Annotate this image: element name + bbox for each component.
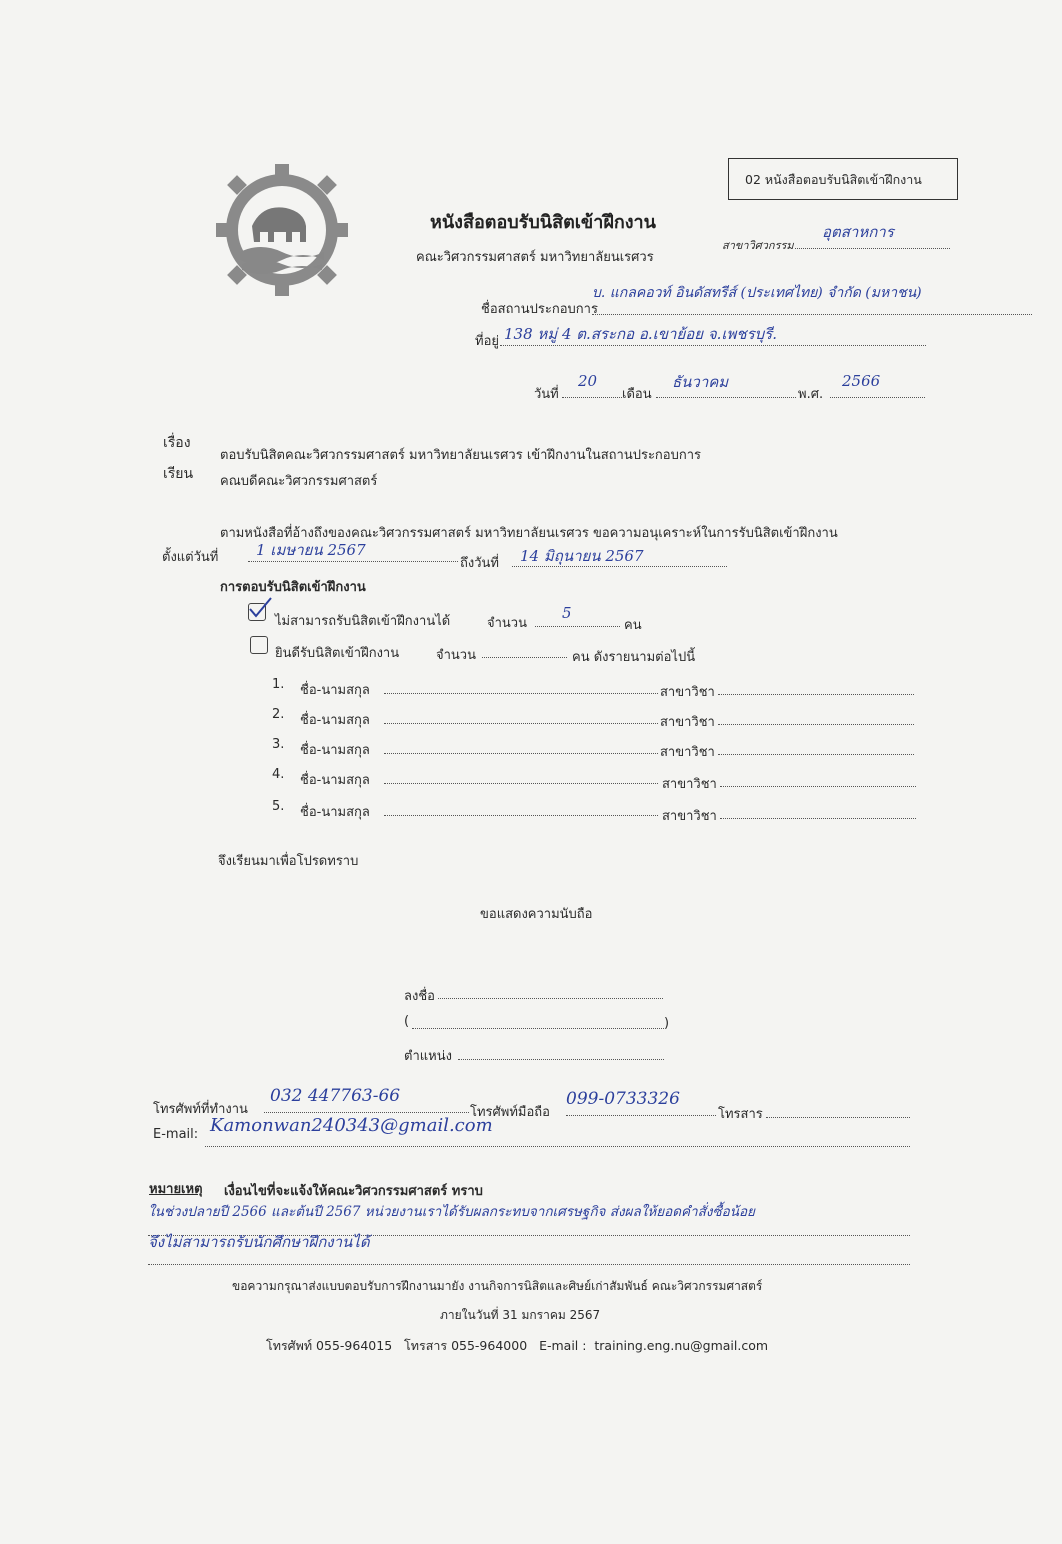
to-date-value: 14 มิถุนายน 2567: [520, 547, 644, 565]
office-phone-label: โทรศัพท์ที่ทำงาน: [153, 1102, 248, 1117]
accept-checkbox[interactable]: [250, 636, 268, 654]
name-row-5-no: 5.: [272, 799, 285, 814]
reject-count-value: 5: [562, 604, 572, 622]
reject-unit: คน: [624, 618, 642, 633]
major-value: อุตสาหการ: [822, 223, 894, 241]
remark-handwritten-2: จึงไม่สามารถรับนักศึกษาฝึกงานได้: [148, 1233, 370, 1251]
name-row-5-major: สาขาวิชา: [662, 809, 717, 824]
signature-paren-close: ): [664, 1016, 670, 1031]
from-date-label: ตั้งแต่วันที่: [162, 550, 219, 565]
fax-label: โทรสาร: [718, 1107, 763, 1122]
name-row-5-label: ชื่อ-นามสกุล: [300, 805, 370, 820]
from-date-value: 1 เมษายน 2567: [256, 541, 366, 559]
footer-contact: โทรศัพท์ 055-964015 โทรสาร 055-964000 E-mail : training.eng.nu@gmail.com: [266, 1338, 769, 1353]
subject-label: เรื่อง: [163, 435, 191, 451]
footer-line1: ขอความกรุณาส่งแบบตอบรับการฝึกงานมายัง งานกิจการนิสิตและศิษย์เก่าสัมพันธ์ คณะวิศวกรรมศาสตร์: [232, 1279, 763, 1293]
name-row-3-major: สาขาวิชา: [660, 745, 715, 760]
name-row-2-no: 2.: [272, 707, 285, 722]
form-code-label: 02 หนังสือตอบรับนิสิตเข้าฝึกงาน: [745, 172, 922, 187]
faculty-logo: [212, 160, 352, 300]
date-day-label: วันที่: [534, 387, 559, 402]
response-heading: การตอบรับนิสิตเข้าฝึกงาน: [220, 580, 366, 595]
faculty-name: คณะวิศวกรรมศาสตร์ มหาวิทยาลัยนเรศวร: [416, 250, 654, 265]
company-name-label: ชื่อสถานประกอบการ: [481, 302, 598, 317]
date-year-value: 2566: [842, 372, 881, 390]
closing-text: จึงเรียนมาเพื่อโปรดทราบ: [218, 854, 359, 869]
address-label: ที่อยู่: [475, 334, 499, 349]
name-row-4-major: สาขาวิชา: [662, 777, 717, 792]
reject-count-label: จำนวน: [487, 616, 527, 631]
name-row-3-no: 3.: [272, 737, 285, 752]
date-month-value: ธันวาคม: [672, 373, 729, 391]
engineering-gear-elephant-logo-icon: [212, 160, 352, 300]
name-row-1-no: 1.: [272, 677, 285, 692]
remark-label: หมายเหตุ: [149, 1182, 203, 1197]
address-value: 138 หมู่ 4 ต.สระกอ อ.เขาย้อย จ.เพชรบุรี.: [504, 325, 777, 343]
name-row-2-label: ชื่อ-นามสกุล: [300, 713, 370, 728]
to-text: คณบดีคณะวิศวกรรมศาสตร์: [220, 474, 378, 489]
checkmark-icon: [247, 596, 273, 624]
mobile-value: 099-0733326: [566, 1089, 680, 1109]
mobile-label: โทรศัพท์มือถือ: [470, 1105, 550, 1120]
remark-text: เงื่อนไขที่จะแจ้งให้คณะวิศวกรรมศาสตร์ ทราบ: [224, 1184, 483, 1199]
to-date-label: ถึงวันที่: [460, 556, 499, 571]
reject-option-label: ไม่สามารถรับนิสิตเข้าฝึกงานได้: [275, 614, 451, 629]
office-phone-value: 032 447763-66: [270, 1086, 401, 1106]
name-row-4-no: 4.: [272, 767, 285, 782]
email-label: E-mail:: [153, 1127, 199, 1142]
footer-line2: ภายในวันที่ 31 มกราคม 2567: [440, 1308, 601, 1322]
regards-text: ขอแสดงความนับถือ: [480, 907, 593, 922]
name-row-3-label: ชื่อ-นามสกุล: [300, 743, 370, 758]
accept-option-label: ยินดีรับนิสิตเข้าฝึกงาน: [275, 646, 400, 661]
date-year-label: พ.ศ.: [798, 387, 824, 402]
name-row-2-major: สาขาวิชา: [660, 715, 715, 730]
position-label: ตำแหน่ง: [404, 1049, 452, 1064]
signature-label: ลงชื่อ: [404, 989, 435, 1004]
subject-text: ตอบรับนิสิตคณะวิศวกรรมศาสตร์ มหาวิทยาลัยนเรศวร เข้าฝึกงานในสถานประกอบการ: [220, 448, 702, 463]
major-label: สาขาวิศวกรรม: [722, 239, 794, 252]
date-month-label: เดือน: [622, 387, 652, 402]
date-day-value: 20: [578, 372, 598, 390]
name-row-1-major: สาขาวิชา: [660, 685, 715, 700]
accept-suffix: คน ดังรายนามต่อไปนี้: [572, 650, 696, 665]
name-row-4-label: ชื่อ-นามสกุล: [300, 773, 370, 788]
accept-count-label: จำนวน: [436, 648, 476, 663]
company-name-value: บ. แกลคอวท์ อินดัสทรีส์ (ประเทศไทย) จำกัด (มหาชน): [592, 285, 922, 301]
remark-handwritten-1: ในช่วงปลายปี 2566 และต้นปี 2567 หน่วยงานเราได้รับผลกระทบจากเศรษฐกิจ ส่งผลให้ยอดคำสั่งซื้อน้อย: [148, 1204, 755, 1220]
signature-paren-open: (: [404, 1014, 410, 1029]
to-label: เรียน: [163, 466, 194, 482]
page-title: หนังสือตอบรับนิสิตเข้าฝึกงาน: [430, 212, 656, 233]
email-value: Kamonwan240343@gmail.com: [210, 1115, 493, 1136]
name-row-1-label: ชื่อ-นามสกุล: [300, 683, 370, 698]
body-text: ตามหนังสือที่อ้างถึงของคณะวิศวกรรมศาสตร์ มหาวิทยาลัยนเรศวร ขอความอนุเคราะห์ในการรับนิสิตเข้าฝึกงาน: [220, 526, 838, 541]
